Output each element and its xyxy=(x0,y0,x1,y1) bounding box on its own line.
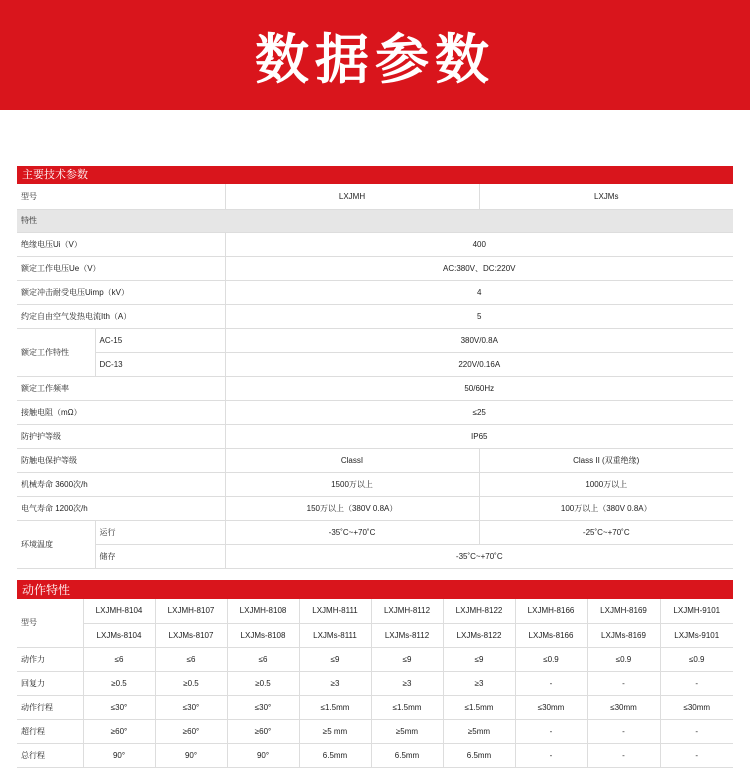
ith-label: 约定自由空气发热电流Ith（A） xyxy=(17,304,225,328)
shock-label: 防触电保护等级 xyxy=(17,448,225,472)
freq-label: 额定工作频率 xyxy=(17,376,225,400)
value-cell: ≤6 xyxy=(83,647,155,671)
action-model-label: 型号 xyxy=(17,599,83,647)
table-row xyxy=(17,623,733,647)
model-s-cell: LXJMs-8108 xyxy=(227,623,299,647)
action-section-header: 动作特性 xyxy=(17,580,733,599)
model-s-cell: LXJMs-8169 xyxy=(587,623,660,647)
ui-value: 400 xyxy=(225,232,733,256)
shock-b: Class II (双重绝缘) xyxy=(479,448,733,472)
value-cell: ≤0.9 xyxy=(587,647,660,671)
store-label: 储存 xyxy=(95,544,225,568)
ui-label: 绝缘电压Ui（V） xyxy=(17,232,225,256)
value-cell: ≤30mm xyxy=(660,695,733,719)
value-cell: ≤0.9 xyxy=(515,647,587,671)
model-h-cell: LXJMH-8112 xyxy=(371,599,443,623)
value-cell: ≤9 xyxy=(443,647,515,671)
value-cell: - xyxy=(515,743,587,767)
value-cell: ≥60° xyxy=(155,719,227,743)
table-row xyxy=(17,304,733,328)
mech-b: 1000万以上 xyxy=(479,472,733,496)
model-h-cell: LXJMH-8122 xyxy=(443,599,515,623)
value-cell: - xyxy=(660,743,733,767)
model-b: LXJMs xyxy=(479,184,733,209)
feature-label: 特性 xyxy=(17,209,733,232)
model-label: 型号 xyxy=(17,184,225,209)
run-a: -35˚C~+70˚C xyxy=(225,520,479,544)
table-row xyxy=(17,472,733,496)
row-label: 超行程 xyxy=(17,719,83,743)
table-row xyxy=(17,256,733,280)
model-h-cell: LXJMH-8111 xyxy=(299,599,371,623)
value-cell: ≤9 xyxy=(371,647,443,671)
ip-label: 防护护等级 xyxy=(17,424,225,448)
dc-value: 220V/0.16A xyxy=(225,352,733,376)
ip-value: IP65 xyxy=(225,424,733,448)
store-value: -35˚C~+70˚C xyxy=(225,544,733,568)
value-cell: - xyxy=(515,719,587,743)
row-label: 动作行程 xyxy=(17,695,83,719)
model-h-cell: LXJMH-9101 xyxy=(660,599,733,623)
ith-value: 5 xyxy=(225,304,733,328)
model-s-cell: LXJMs-8107 xyxy=(155,623,227,647)
value-cell: 6.5mm xyxy=(299,743,371,767)
table-row xyxy=(17,520,733,544)
ue-label: 额定工作电压Ue（V） xyxy=(17,256,225,280)
value-cell: - xyxy=(660,719,733,743)
table-row xyxy=(17,496,733,520)
model-a: LXJMH xyxy=(225,184,479,209)
action-table xyxy=(17,599,733,768)
value-cell: ≤6 xyxy=(155,647,227,671)
value-cell: - xyxy=(587,671,660,695)
value-cell: ≥3 xyxy=(299,671,371,695)
value-cell: ≤1.5mm xyxy=(299,695,371,719)
model-s-cell: LXJMs-8122 xyxy=(443,623,515,647)
model-s-cell: LXJMs-9101 xyxy=(660,623,733,647)
model-s-cell: LXJMs-8111 xyxy=(299,623,371,647)
table-row xyxy=(17,352,733,376)
value-cell: ≤1.5mm xyxy=(371,695,443,719)
freq-value: 50/60Hz xyxy=(225,376,733,400)
table-row xyxy=(17,647,733,671)
model-h-cell: LXJMH-8104 xyxy=(83,599,155,623)
table-row xyxy=(17,671,733,695)
res-label: 接触电阻（mΩ） xyxy=(17,400,225,424)
ac-label: AC-15 xyxy=(95,328,225,352)
value-cell: ≤9 xyxy=(299,647,371,671)
env-label: 环境温度 xyxy=(17,520,95,568)
value-cell: ≥0.5 xyxy=(227,671,299,695)
model-h-cell: LXJMH-8107 xyxy=(155,599,227,623)
op-label: 额定工作特性 xyxy=(17,328,95,376)
table-row xyxy=(17,544,733,568)
value-cell: ≥5mm xyxy=(371,719,443,743)
row-label: 动作力 xyxy=(17,647,83,671)
title-banner xyxy=(0,0,750,110)
model-h-cell: LXJMH-8166 xyxy=(515,599,587,623)
value-cell: ≤0.9 xyxy=(660,647,733,671)
value-cell: 90° xyxy=(227,743,299,767)
table-row xyxy=(17,376,733,400)
run-label: 运行 xyxy=(95,520,225,544)
table-row xyxy=(17,719,733,743)
value-cell: 6.5mm xyxy=(443,743,515,767)
page-title: 数据参数 xyxy=(255,27,495,91)
ue-value: AC:380V、DC:220V xyxy=(225,256,733,280)
value-cell: 6.5mm xyxy=(371,743,443,767)
value-cell: - xyxy=(515,671,587,695)
table-row xyxy=(17,280,733,304)
elec-a: 150万以上（380V 0.8A） xyxy=(225,496,479,520)
table-row xyxy=(17,232,733,256)
table-row xyxy=(17,695,733,719)
value-cell: ≤30° xyxy=(83,695,155,719)
value-cell: ≥5mm xyxy=(443,719,515,743)
elec-b: 100万以上（380V 0.8A） xyxy=(479,496,733,520)
value-cell: 90° xyxy=(155,743,227,767)
model-h-cell: LXJMH-8108 xyxy=(227,599,299,623)
value-cell: - xyxy=(587,719,660,743)
value-cell: ≤30mm xyxy=(515,695,587,719)
value-cell: - xyxy=(587,743,660,767)
model-s-cell: LXJMs-8166 xyxy=(515,623,587,647)
ac-value: 380V/0.8A xyxy=(225,328,733,352)
run-b: -25˚C~+70˚C xyxy=(479,520,733,544)
res-value: ≤25 xyxy=(225,400,733,424)
table-row xyxy=(17,209,733,232)
value-cell: ≤30° xyxy=(227,695,299,719)
mech-label: 机械寿命 3600次/h xyxy=(17,472,225,496)
uimp-value: 4 xyxy=(225,280,733,304)
shock-a: ClassI xyxy=(225,448,479,472)
model-s-cell: LXJMs-8104 xyxy=(83,623,155,647)
row-label: 总行程 xyxy=(17,743,83,767)
value-cell: ≤1.5mm xyxy=(443,695,515,719)
row-label: 回复力 xyxy=(17,671,83,695)
value-cell: ≤6 xyxy=(227,647,299,671)
table-row xyxy=(17,184,733,209)
uimp-label: 额定冲击耐受电压Uimp（kV） xyxy=(17,280,225,304)
model-h-cell: LXJMH-8169 xyxy=(587,599,660,623)
value-cell: ≥60° xyxy=(83,719,155,743)
table-row xyxy=(17,743,733,767)
table-row xyxy=(17,328,733,352)
table-row xyxy=(17,599,733,623)
table-row xyxy=(17,424,733,448)
value-cell: ≥3 xyxy=(443,671,515,695)
value-cell: ≥0.5 xyxy=(83,671,155,695)
spec-table xyxy=(17,184,733,569)
table-row xyxy=(17,400,733,424)
spec-section-header: 主要技术参数 xyxy=(17,166,733,184)
table-row xyxy=(17,448,733,472)
value-cell: 90° xyxy=(83,743,155,767)
mech-a: 1500万以上 xyxy=(225,472,479,496)
value-cell: ≤30mm xyxy=(587,695,660,719)
value-cell: ≤30° xyxy=(155,695,227,719)
dc-label: DC-13 xyxy=(95,352,225,376)
value-cell: ≥3 xyxy=(371,671,443,695)
value-cell: ≥60° xyxy=(227,719,299,743)
model-s-cell: LXJMs-8112 xyxy=(371,623,443,647)
value-cell: - xyxy=(660,671,733,695)
value-cell: ≥0.5 xyxy=(155,671,227,695)
value-cell: ≥5 mm xyxy=(299,719,371,743)
elec-label: 电气寿命 1200次/h xyxy=(17,496,225,520)
